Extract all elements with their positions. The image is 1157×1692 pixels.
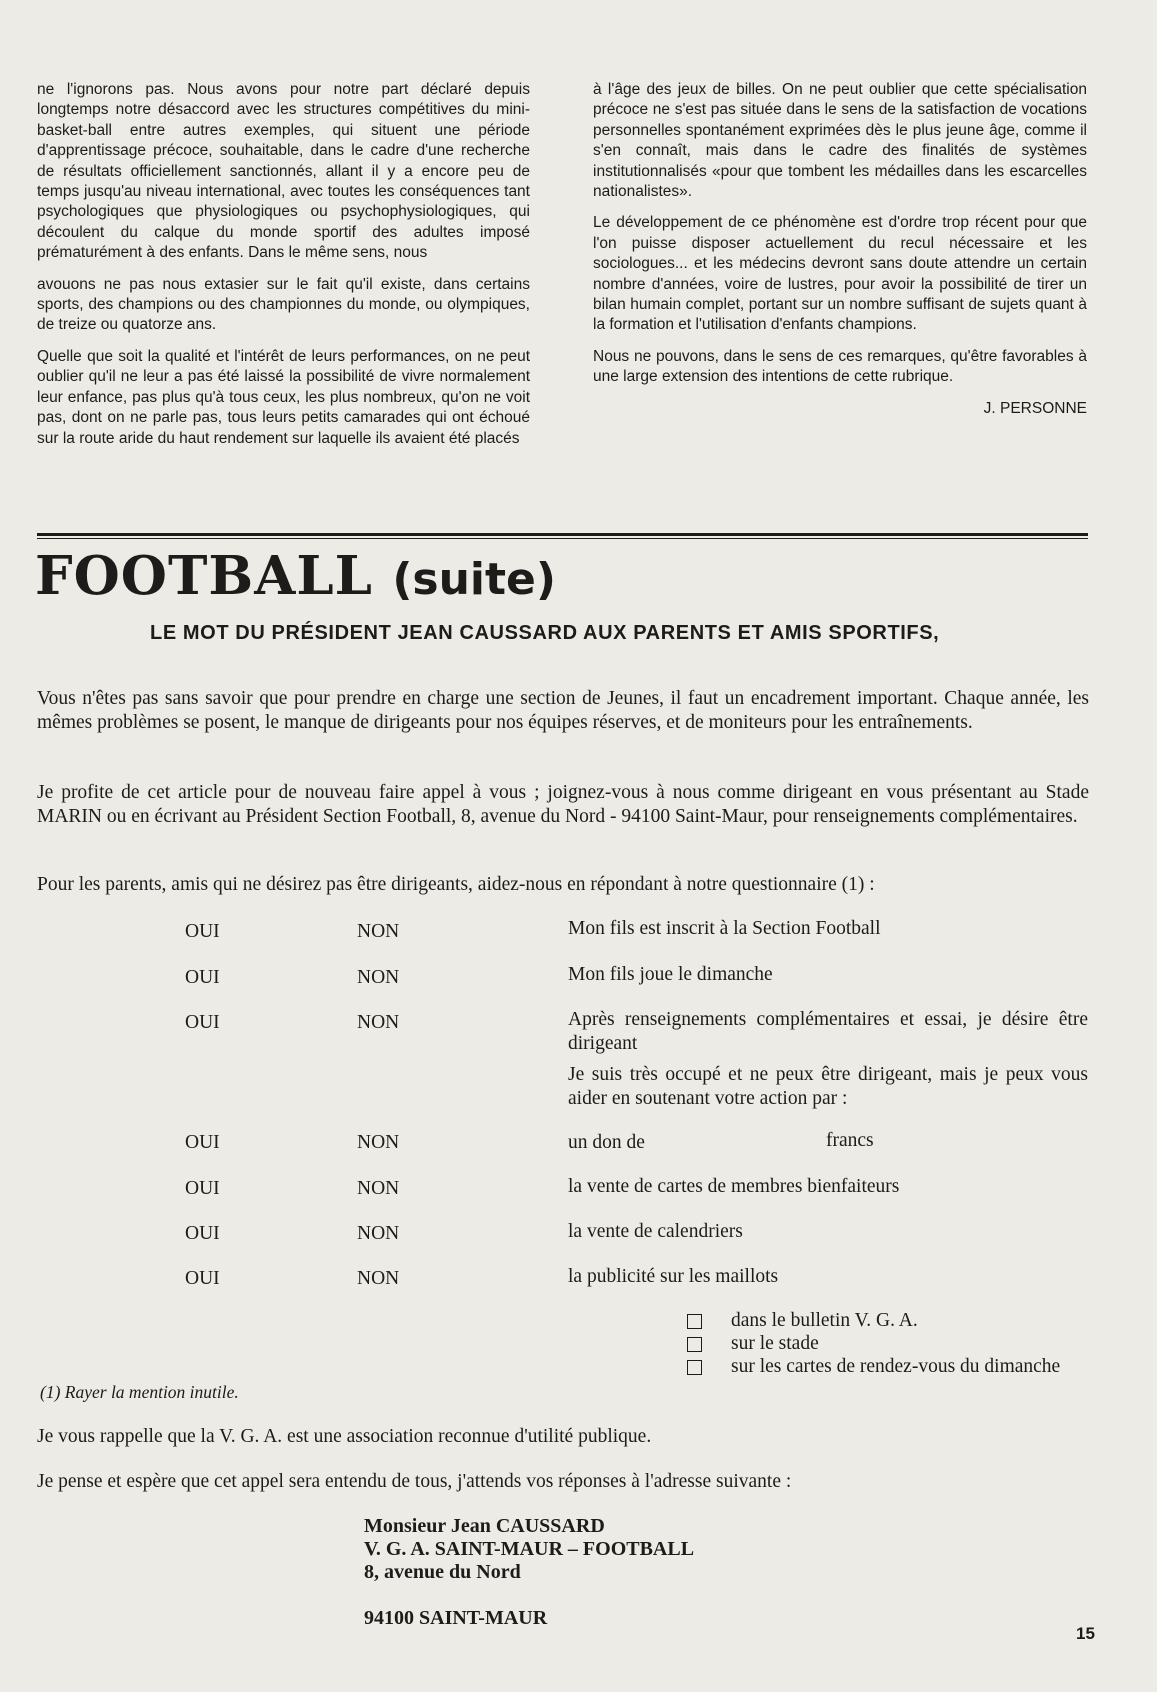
section-title [35,541,556,615]
donation-unit: francs [826,1130,874,1151]
letter-paragraph: Pour les parents, amis qui ne désirez pas être dirigeants, aidez-nous en répondant à notre questionnaire (1) : [37,874,875,895]
paragraph: Nous ne pouvons, dans le sens de ces remarques, qu'être favorables à une large extension des intentions de cette rubrique. [593,347,1087,386]
checkbox[interactable] [687,1337,702,1352]
paragraph: à l'âge des jeux de billes. On ne peut oublier que cette spécialisation précoce ne s'est pas située dans le sens de la satisfaction de vocations personnelles spontanément exprimées dès le plus jeune âge, comme il s'en connaît, mais dans le cadre des finalités de systèmes institutionnalisés «pour que tombent les médailles dans les escarcelles nationalistes». [593,81,1087,201]
address-line: Monsieur Jean CAUSSARD [364,1515,605,1537]
support-intro: Je suis très occupé et ne peux être dirigeant, mais je peux vous aider en soutenant votre action par : [568,1064,1088,1109]
checkbox-label: sur le stade [731,1333,819,1354]
answer-yes[interactable]: OUI [185,1132,220,1153]
article-column-right [593,80,1087,430]
footnote: (1) Rayer la mention inutile. [40,1382,239,1402]
donation-label: un don de [568,1132,645,1153]
answer-yes[interactable]: OUI [185,967,220,988]
address-line: V. G. A. SAINT-MAUR – FOOTBALL [364,1538,695,1560]
support-option: la vente de calendriers [568,1221,743,1242]
paragraph: Quelle que soit la qualité et l'intérêt de leurs performances, on ne peut oublier qu'il ne leur a pas été laissé la possibilité de vivre normalement leur enfance, pas plus qu'à tous ceux, les plus nombreux, qu'on ne voit pas, dont on ne parle pas, tous leurs petits camarades qui ont échoué sur la route aride du haut rendement sur laquelle ils avaient été placés [37,347,530,447]
answer-yes[interactable]: OUI [185,1012,220,1033]
checkbox-label: sur les cartes de rendez-vous du dimanche [731,1356,1061,1377]
paragraph: avouons ne pas nous extasier sur le fait qu'il existe, dans certains sports, des champions ou des championnes du monde, ou olympiques, de treize ou quatorze ans. [37,275,530,334]
paragraph: ne l'ignorons pas. Nous avons pour notre part déclaré depuis longtemps notre désaccord avec les structures compétitives du mini-basket-ball entre autres exemples, qui situent une période d'apprentissage précoce, souhaitable, dans le cadre d'une recherche de résultats officiellement sanctionnés, allant il y a encore peu de temps jusqu'au niveau international, avec toutes les conséquences tant psychologiques que physiologiques ou psychophysiologiques, qui découlent du calque du monde sportif des adultes imposé prématurément à des enfants. Dans le même sens, nous [37,81,530,262]
letter-paragraph: Je profite de cet article pour de nouveau faire appel à vous ; joignez-vous à nous comme dirigeant en vous présentant au Stade MARIN ou en écrivant au Président Section Football, 8, avenue du Nord - 94100 Saint-Maur, pour renseignements complémentaires. [37,782,1089,827]
answer-no[interactable]: NON [357,1268,400,1289]
support-option: la vente de cartes de membres bienfaiteurs [568,1176,900,1197]
article-column-left [37,80,530,460]
section-title-suffix: (suite) [392,554,557,605]
answer-yes[interactable]: OUI [185,1178,220,1199]
answer-no[interactable]: NON [357,1223,400,1244]
checkbox[interactable] [687,1314,702,1329]
answer-no[interactable]: NON [357,1132,400,1153]
checkbox-label: dans le bulletin V. G. A. [731,1310,918,1331]
question-label: Mon fils joue le dimanche [568,964,773,985]
address-line: 94100 SAINT-MAUR [364,1607,548,1629]
answer-yes[interactable]: OUI [185,1268,220,1289]
section-divider [37,533,1088,539]
section-subtitle: LE MOT DU PRÉSIDENT JEAN CAUSSARD AUX PARENTS ET AMIS SPORTIFS, [150,622,940,644]
answer-no[interactable]: NON [357,921,400,942]
author-signature: J. PERSONNE [983,399,1087,417]
letter-paragraph: Vous n'êtes pas sans savoir que pour prendre en charge une section de Jeunes, il faut un encadrement important. Chaque année, les mêmes problèmes se posent, le manque de dirigeants pour nos équipes réserves, et de moniteurs pour les entraînements. [37,688,1089,733]
answer-yes[interactable]: OUI [185,1223,220,1244]
support-option: la publicité sur les maillots [568,1266,779,1287]
section-title-main: FOOTBALL [35,545,373,607]
question-label: Mon fils est inscrit à la Section Football [568,918,881,939]
answer-no[interactable]: NON [357,1178,400,1199]
question-label: Après renseignements complémentaires et essai, je désire être dirigeant [568,1009,1088,1054]
page-number: 15 [1076,1624,1095,1643]
paragraph: Le développement de ce phénomène est d'ordre trop récent pour que l'on puisse disposer actuellement du recul nécessaire et les sociologues... et les médecins devront sans doute attendre un certain nombre d'années, voire de lustres, pour avoir la possibilité de tirer un bilan humain complet, portant sur un nombre suffisant de sujets quant à la formation et l'utilisation d'enfants champions. [593,214,1087,334]
closing-paragraph: Je pense et espère que cet appel sera entendu de tous, j'attends vos réponses à l'adresse suivante : [37,1471,792,1492]
answer-yes[interactable]: OUI [185,921,220,942]
answer-no[interactable]: NON [357,1012,400,1033]
closing-paragraph: Je vous rappelle que la V. G. A. est une association reconnue d'utilité publique. [37,1426,652,1447]
checkbox[interactable] [687,1360,702,1375]
answer-no[interactable]: NON [357,967,400,988]
address-line: 8, avenue du Nord [364,1561,521,1583]
